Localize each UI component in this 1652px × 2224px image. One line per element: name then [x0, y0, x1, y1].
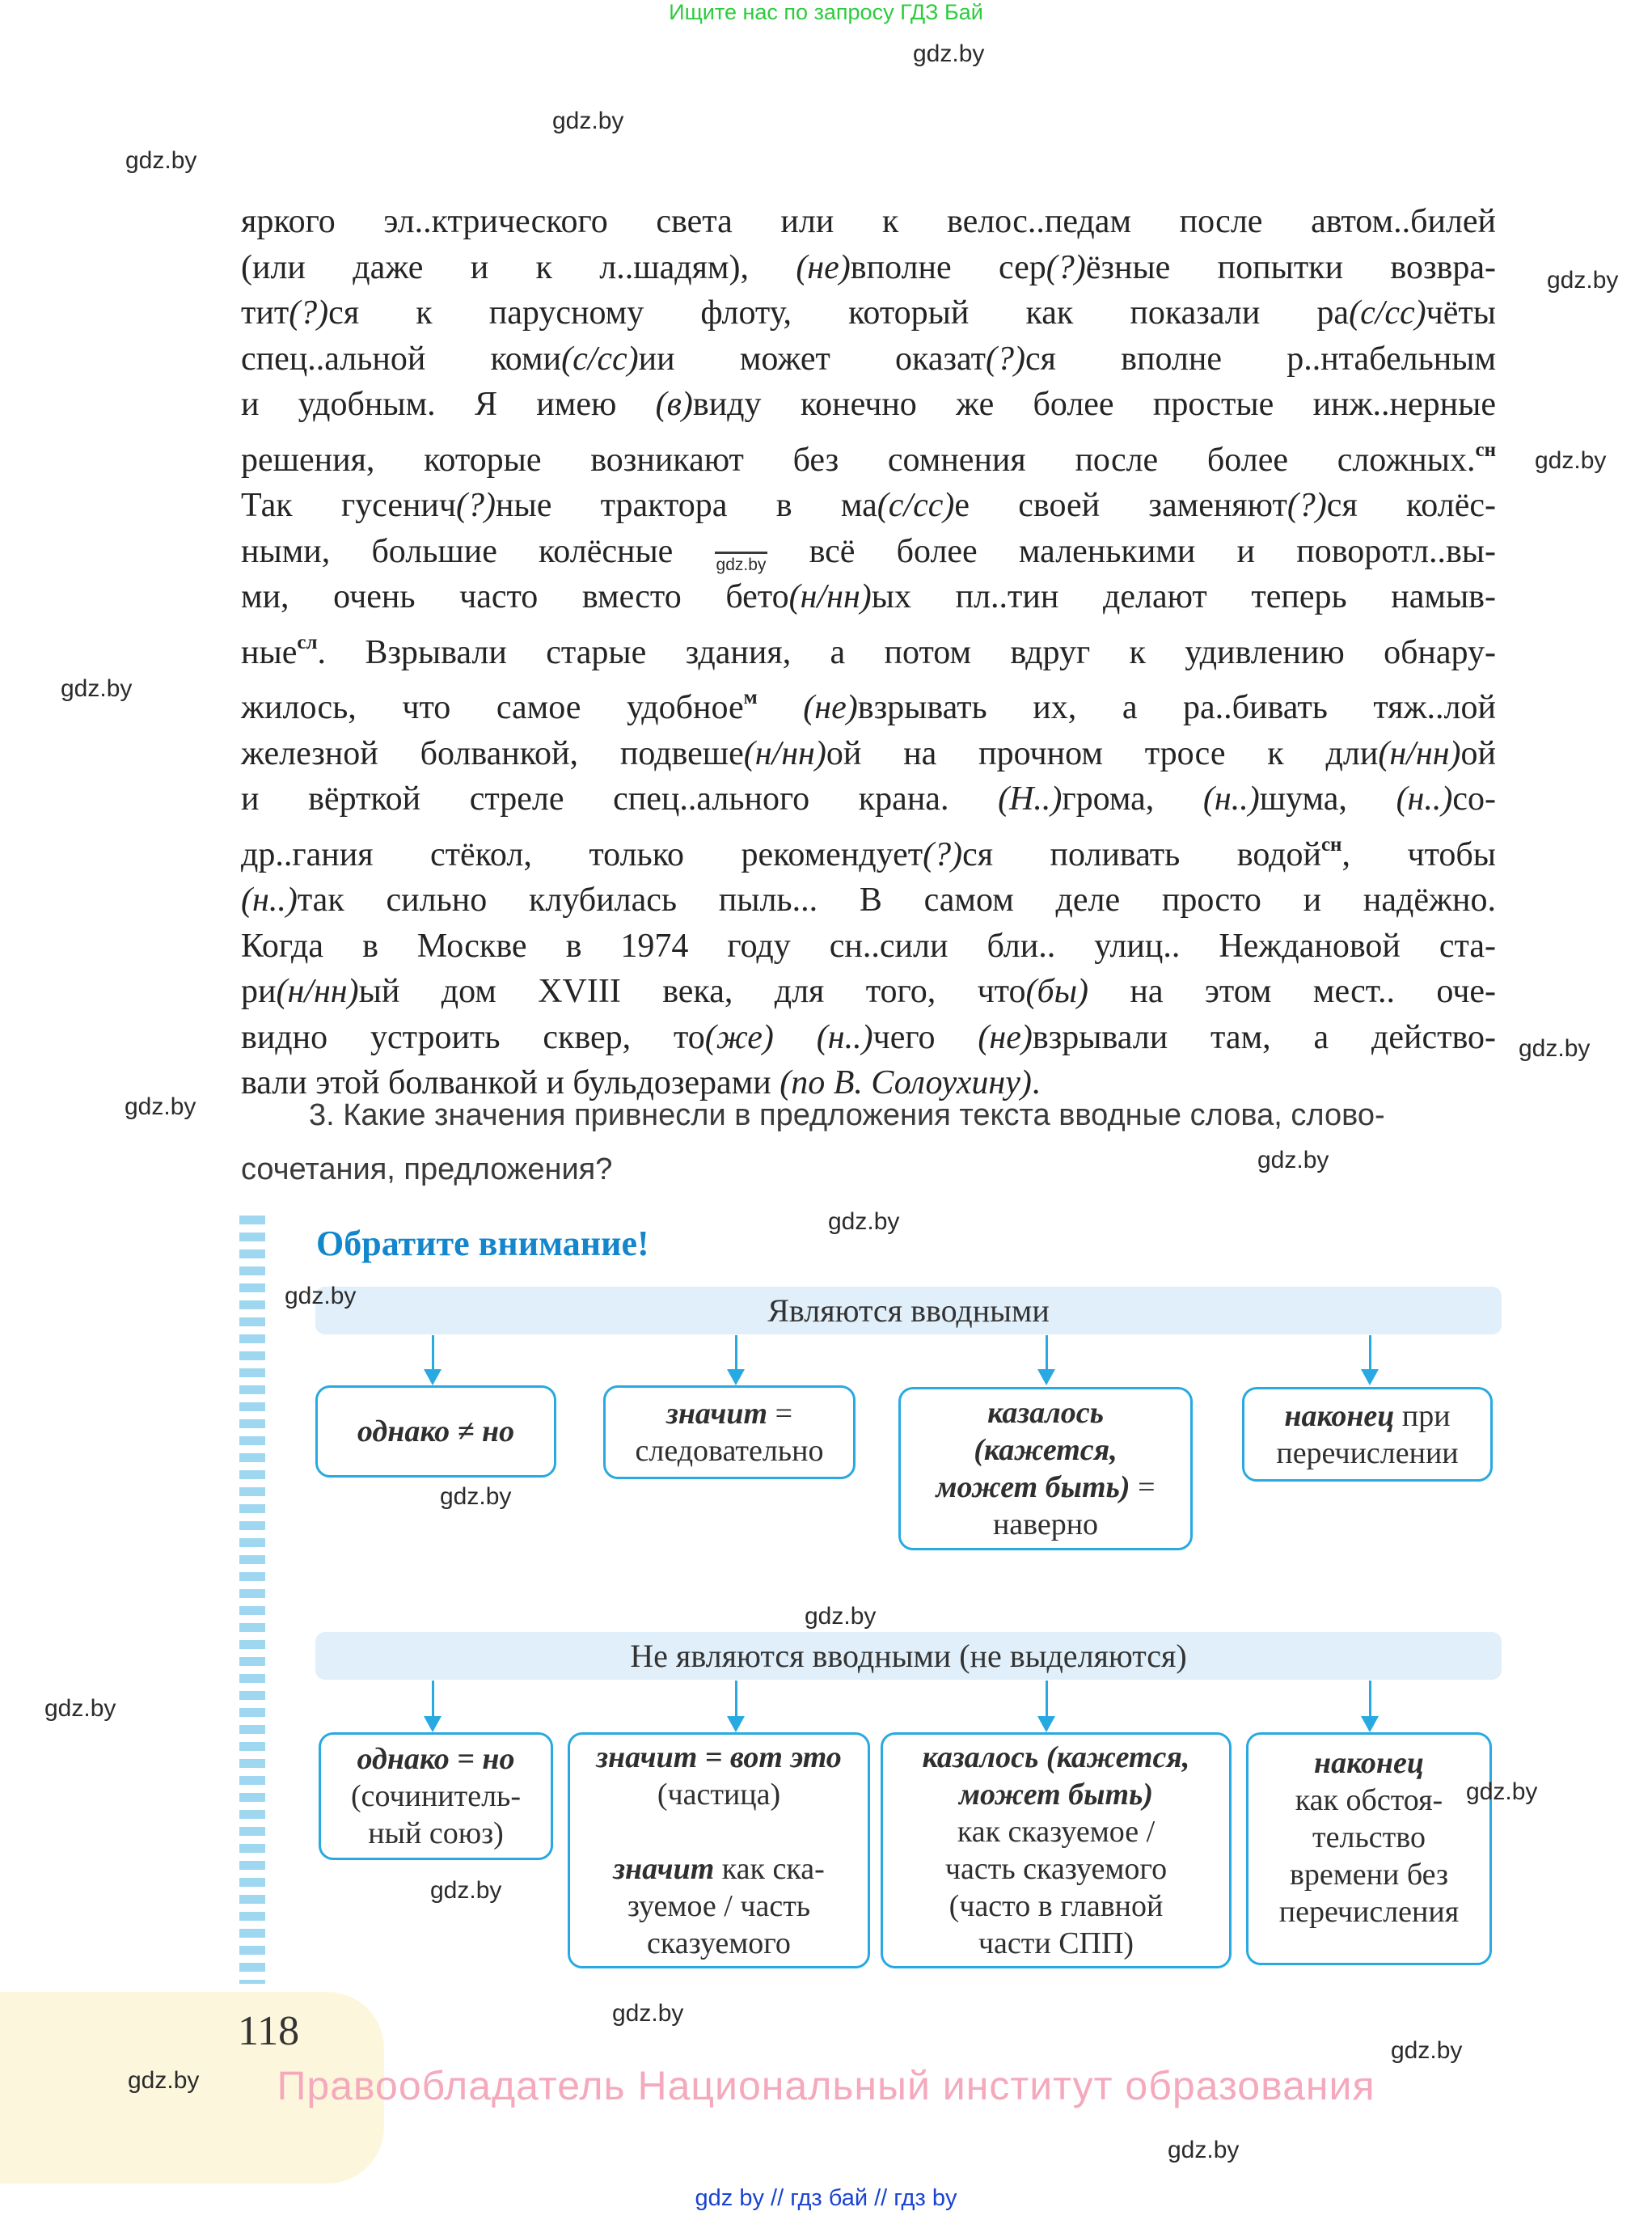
term-box-znachit-vvodnoe [603, 1385, 856, 1479]
watermark: gdz.by [1519, 1035, 1591, 1062]
term-box-nakonets-ne-vvodnoe [1246, 1732, 1492, 1965]
arrow-down-icon [1361, 1335, 1379, 1385]
text-line: (или даже и к л..шадям), (не)вполне сер(?)ёзные попытки возвра- [241, 248, 1496, 286]
watermark: gdz.by [125, 1093, 196, 1120]
text-line: зуемое / часть [627, 1889, 811, 1923]
text-line: Когда в Москве в 1974 году сн..сили бли.. улиц.. Неждановой ста- [241, 927, 1496, 965]
banner-ne-vvodnye: Не являются вводными (не выделяются) [315, 1632, 1502, 1680]
arrow-down-icon [424, 1335, 442, 1385]
footer-links[interactable]: gdz by // гдз бай // гдз by [695, 2185, 957, 2211]
term-box-nakonets-vvodnoe [1242, 1387, 1493, 1482]
watermark: gdz.by [552, 108, 624, 134]
page-number: 118 [238, 2008, 300, 2054]
text-line: ными, большие колёсные gdz.by всё более маленькими и поворотл..вы- [241, 532, 1496, 574]
text-line: ри(н/нн)ый дом XVIII века, для того, что(бы) на этом мест.. оче- [241, 973, 1497, 1010]
watermark: gdz.by [828, 1208, 900, 1235]
text-line: вали этой болванкой и бульдозерами (по В. Солоухину). [241, 1064, 1041, 1101]
text-line: и удобным. Я имею (в)виду конечно же более простые инж..нерные [241, 386, 1496, 423]
task-question-line1: 3. Какие значения привнесли в предложения текста вводные слова, слово- [309, 1098, 1385, 1132]
term-box-odnako-vvodnoe [315, 1385, 556, 1478]
text-line: значит = вот это [596, 1740, 842, 1774]
watermark: gdz.by [913, 40, 985, 67]
text-line [570, 1813, 868, 1850]
text-line: наконец при [1284, 1398, 1451, 1433]
promo-banner: Ищите нас по запросу ГДЗ Бай [669, 0, 983, 24]
watermark: gdz.by [1391, 2037, 1463, 2064]
text-line: часть сказуемого [944, 1852, 1168, 1886]
text-line: железной болванкой, подвеше(н/нн)ой на прочном тросе к дли(н/нн)ой [241, 734, 1497, 772]
term-box-kazalos-vvodnoe [898, 1387, 1193, 1550]
watermark: gdz.by [612, 2000, 684, 2027]
text-line: ные$^{сл}$. Взрывали старые здания, а потом вдруг к удивлению обнару- [241, 631, 1496, 671]
text-line: времени без [1289, 1858, 1449, 1892]
text-line: перечисления [1278, 1895, 1460, 1929]
term-box-odnako-ne-vvodnoe [319, 1732, 553, 1860]
term-box-kazalos-ne-vvodnoe [881, 1732, 1232, 1968]
text-line: решения, которые возникают без сомнения после более сложных.$^{сн}$ [241, 438, 1496, 479]
text-line: как обстоя- [1295, 1783, 1443, 1817]
inline-watermark: gdz.by [715, 552, 768, 573]
text-line: как сказуемое / [957, 1815, 1156, 1849]
watermark: gdz.by [128, 2067, 200, 2094]
text-line: (сочинитель- [350, 1779, 522, 1813]
text-line: однако = но [357, 1742, 515, 1776]
text-line: тит(?)ся к парусному флоту, который как показали ра(с/сс)чёты [241, 294, 1496, 332]
text-line: (кажется, [974, 1433, 1118, 1467]
text-line: ми, очень часто вместо бето(н/нн)ых пл..тин делают теперь намыв- [241, 578, 1496, 615]
text-line: Так гусенич(?)ные трактора в ма(с/сс)е своей заменяют(?)ся колёс- [241, 487, 1496, 524]
text-line: (н..)так сильно клубилась пыль... В самом деле просто и надёжно. [241, 882, 1496, 919]
text-line: яркого эл..ктрического света или к велос..педам после автом..билей [241, 203, 1496, 240]
watermark: gdz.by [285, 1283, 357, 1309]
task-question-line2: сочетания, предложения? [241, 1152, 613, 1186]
text-line: может быть) = [936, 1470, 1156, 1504]
watermark: gdz.by [1535, 447, 1607, 474]
arrow-down-icon [1037, 1681, 1055, 1732]
arrow-down-icon [727, 1681, 745, 1732]
exercise-text [241, 199, 1496, 1106]
text-line: следовательно [635, 1434, 824, 1468]
watermark: gdz.by [805, 1603, 877, 1630]
task-question [241, 1089, 1535, 1197]
text-line: ный союз) [368, 1816, 504, 1850]
watermark: gdz.by [1547, 267, 1619, 294]
text-line: сказуемого [647, 1926, 791, 1960]
watermark: gdz.by [440, 1483, 512, 1510]
text-line: однако ≠ но [357, 1414, 515, 1448]
text-line: значит = [666, 1397, 792, 1431]
banner-vvodnye: Являются вводными [315, 1287, 1502, 1334]
text-line: казалось [987, 1396, 1104, 1430]
text-line: тельство [1312, 1820, 1426, 1854]
arrow-down-icon [1361, 1681, 1379, 1732]
text-line: перечислении [1276, 1435, 1459, 1470]
copyright-notice: Правообладатель Национальный институт образования [277, 2063, 1375, 2108]
text-line: (частица) [657, 1778, 781, 1812]
text-line: наконец [1313, 1746, 1424, 1780]
text-line: др..гания стёкол, только рекомендует(?)ся поливать водой$^{сн}$, чтобы [241, 833, 1496, 873]
watermark: gdz.by [1168, 2137, 1240, 2163]
text-line: казалось (кажется, [922, 1740, 1190, 1774]
arrow-down-icon [727, 1335, 745, 1385]
term-box-znachit-ne-vvodnoe [568, 1732, 870, 1968]
watermark: gdz.by [125, 147, 197, 174]
text-line: жилось, что самое удобное$^м$ (не)взрывать их, а ра..бивать тяж..лой [241, 687, 1496, 726]
text-line: спец..альной коми(с/сс)ии может оказат(?)ся вполне р..нтабельным [241, 340, 1497, 378]
text-line: значит как ска- [613, 1852, 825, 1886]
arrow-down-icon [424, 1681, 442, 1732]
watermark: gdz.by [44, 1695, 116, 1722]
watermark: gdz.by [1257, 1147, 1329, 1173]
arrow-down-icon [1037, 1335, 1055, 1385]
notice-dashed-border [239, 1216, 265, 1984]
watermark: gdz.by [61, 675, 133, 702]
text-line: части СПП) [978, 1926, 1134, 1960]
watermark: gdz.by [1466, 1778, 1538, 1805]
text-line: и вёрткой стреле спец..ального крана. (Н..)грома, (н..)шума, (н..)со- [241, 780, 1497, 818]
watermark: gdz.by [430, 1877, 502, 1904]
text-line: видно устроить сквер, то(же) (н..)чего (не)взрывали там, а действо- [241, 1018, 1496, 1056]
text-line: наверно [992, 1507, 1099, 1541]
notice-title: Обратите внимание! [316, 1224, 649, 1263]
text-line: может быть) [958, 1778, 1154, 1812]
text-line: (часто в главной [949, 1889, 1164, 1923]
